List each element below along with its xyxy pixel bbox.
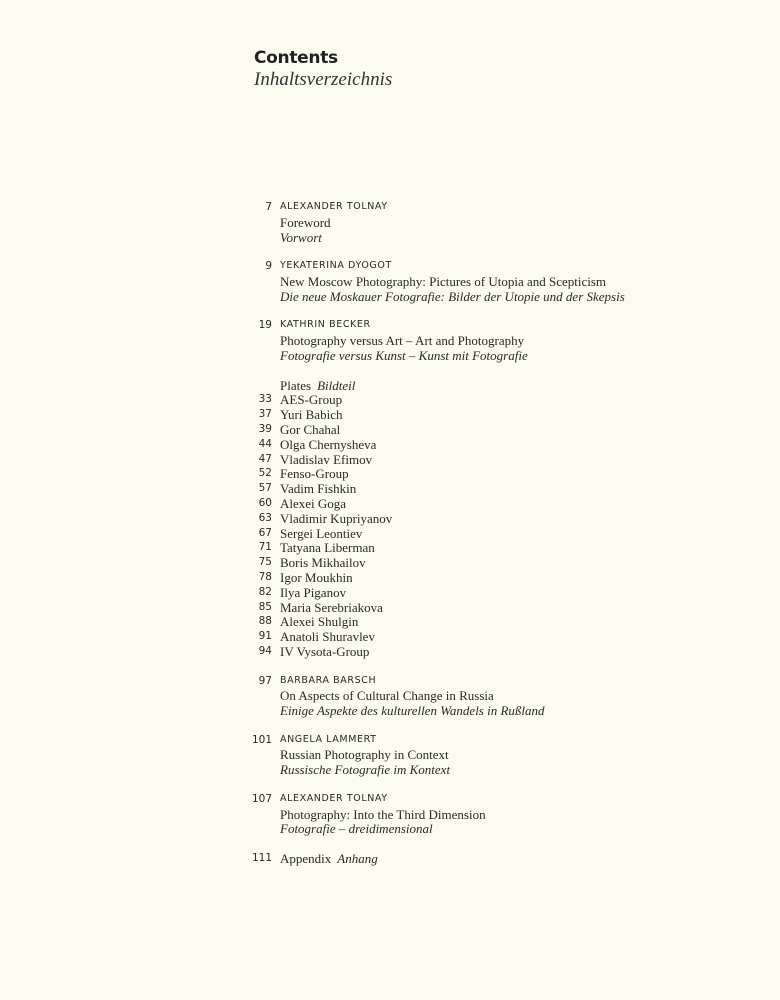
essay-author: KATHRIN BECKER	[280, 319, 371, 331]
essay-title: On Aspects of Cultural Change in Russia	[280, 688, 494, 704]
page-number: 67	[258, 526, 272, 539]
page-number: 82	[258, 585, 272, 598]
page-number: 75	[258, 556, 272, 569]
page-number: 39	[258, 422, 272, 435]
toc-essay	[0, 259, 780, 303]
plate-artist: Boris Mikhailov	[280, 555, 366, 571]
plate-artist: Tatyana Liberman	[280, 540, 375, 556]
essay-title: Photography: Into the Third Dimension	[280, 806, 486, 822]
page-number: 111	[251, 852, 272, 865]
toc-essay	[0, 200, 780, 244]
page-number: 91	[258, 630, 272, 643]
essay-author: ANGELA LAMMERT	[280, 733, 377, 745]
toc-essay	[0, 318, 780, 362]
toc-essay	[0, 792, 780, 836]
appendix-label: Appendix	[280, 851, 332, 867]
page-number: 101	[251, 733, 272, 746]
essay-author: BARBARA BARSCH	[280, 674, 377, 686]
page-number: 9	[265, 260, 272, 273]
page-title-german: Inhaltsverzeichnis	[254, 69, 393, 90]
essay-author: ALEXANDER TOLNAY	[280, 201, 388, 212]
plates-label-german: Bildteil	[317, 377, 356, 393]
essay-title: New Moscow Photography: Pictures of Utopia and Scepticism	[280, 273, 607, 289]
page-number: 44	[258, 437, 272, 450]
plate-artist: Sergei Leontiev	[280, 525, 363, 541]
essay-author: ALEXANDER TOLNAY	[280, 792, 388, 804]
plate-artist: Yuri Babich	[280, 407, 343, 423]
appendix-heading	[280, 851, 378, 867]
plates-label: Plates	[280, 377, 312, 393]
page-number: 47	[258, 452, 272, 465]
page-number: 7	[265, 201, 272, 213]
essay-author: YEKATERINA DYOGOT	[280, 260, 392, 272]
essay-title-german: Fotografie versus Kunst – Kunst mit Fotografie	[280, 347, 528, 363]
plate-artist: Olga Chernysheva	[280, 436, 377, 452]
plate-artist: Vadim Fishkin	[280, 481, 357, 497]
toc-essay	[0, 674, 780, 718]
page-number: 52	[258, 467, 272, 480]
plate-artist: Maria Serebriakova	[280, 599, 383, 615]
page-number: 19	[258, 319, 272, 332]
page-number: 60	[258, 496, 272, 509]
plate-artist: Vladislav Efimov	[280, 451, 373, 467]
plate-artist: Anatoli Shuravlev	[280, 629, 375, 645]
essay-title-german: Vorwort	[280, 229, 322, 245]
plate-artist: IV Vysota-Group	[280, 643, 370, 659]
plate-artist: AES-Group	[280, 392, 343, 408]
table-of-contents	[0, 200, 780, 866]
page-number: 33	[258, 393, 272, 406]
toc-essay	[0, 733, 780, 777]
essay-title: Photography versus Art – Art and Photography	[280, 333, 525, 349]
plate-artist: Alexei Goga	[280, 495, 347, 511]
page-number: 63	[258, 511, 272, 524]
plates-heading	[280, 378, 355, 394]
plate-artist: Alexei Shulgin	[280, 614, 359, 630]
page-number: 85	[258, 600, 272, 613]
essay-title-german: Fotografie – dreidimensional	[280, 821, 433, 837]
toc-plates	[0, 378, 780, 659]
essay-title-german: Die neue Moskauer Fotografie: Bilder der Utopie und der Skepsis	[280, 288, 625, 304]
page-number: 71	[258, 541, 272, 554]
page-number: 37	[258, 408, 272, 421]
page-number: 94	[258, 644, 272, 657]
page-number: 57	[258, 482, 272, 495]
plate-artist: Ilya Piganov	[280, 584, 347, 600]
appendix-label-german: Anhang	[337, 851, 378, 867]
essay-title-german: Einige Aspekte des kulturellen Wandels in Rußland	[280, 703, 545, 719]
essay-title: Russian Photography in Context	[280, 747, 449, 763]
plate-artist: Fenso-Group	[280, 466, 349, 482]
page-number: 97	[258, 674, 272, 687]
plate-artist: Gor Chahal	[280, 421, 341, 437]
title-block	[254, 48, 392, 92]
page-number: 88	[258, 615, 272, 628]
plate-artist: Igor Moukhin	[280, 569, 353, 585]
essay-title: Foreword	[280, 214, 331, 230]
plate-artist: Vladimir Kupriyanov	[280, 510, 393, 526]
page-number: 107	[251, 792, 272, 805]
essay-title-german: Russische Fotografie im Kontext	[280, 762, 451, 778]
page-number: 78	[258, 570, 272, 583]
toc-appendix	[0, 851, 780, 866]
page-title: Contents	[254, 48, 338, 68]
